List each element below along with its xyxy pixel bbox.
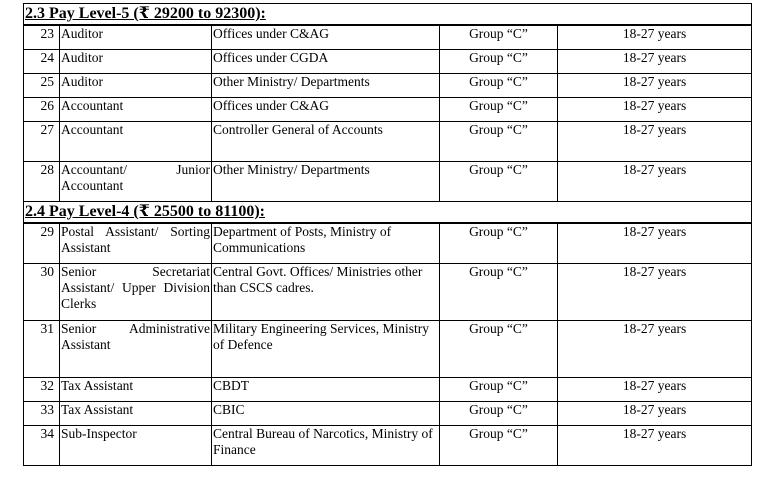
age-limit: 18-27 years xyxy=(558,264,752,321)
serial-number: 32 xyxy=(24,378,60,402)
serial-number: 29 xyxy=(24,223,60,264)
serial-number: 33 xyxy=(24,402,60,426)
post-name: Postal Assistant/ Sorting Assistant xyxy=(60,223,212,264)
table-row xyxy=(24,264,752,321)
office-name: CBDT xyxy=(212,378,440,402)
group-classification: Group “C” xyxy=(440,264,558,321)
office-name: Offices under CGDA xyxy=(212,50,440,74)
table-row xyxy=(24,426,752,466)
post-name: Accountant xyxy=(60,122,212,162)
office-name: Offices under C&AG xyxy=(212,25,440,50)
table-row xyxy=(24,98,752,122)
office-name: Other Ministry/ Departments xyxy=(212,74,440,98)
serial-number: 31 xyxy=(24,321,60,378)
table-row xyxy=(24,402,752,426)
section-heading-row xyxy=(24,4,752,26)
office-name: Controller General of Accounts xyxy=(212,122,440,162)
serial-number: 27 xyxy=(24,122,60,162)
group-classification: Group “C” xyxy=(440,402,558,426)
group-classification: Group “C” xyxy=(440,223,558,264)
group-classification: Group “C” xyxy=(440,122,558,162)
group-classification: Group “C” xyxy=(440,378,558,402)
section-heading-pay-level-4: 2.4 Pay Level-4 (₹ 25500 to 81100): xyxy=(24,202,752,224)
table-row xyxy=(24,122,752,162)
post-name: Tax Assistant xyxy=(60,402,212,426)
post-name: Accountant/ Junior Accountant xyxy=(60,162,212,202)
office-name: Other Ministry/ Departments xyxy=(212,162,440,202)
group-classification: Group “C” xyxy=(440,25,558,50)
group-classification: Group “C” xyxy=(440,426,558,466)
serial-number: 28 xyxy=(24,162,60,202)
table-row xyxy=(24,25,752,50)
age-limit: 18-27 years xyxy=(558,402,752,426)
serial-number: 30 xyxy=(24,264,60,321)
post-name: Auditor xyxy=(60,25,212,50)
group-classification: Group “C” xyxy=(440,74,558,98)
table-row xyxy=(24,162,752,202)
post-name: Senior Administrative Assistant xyxy=(60,321,212,378)
table-row xyxy=(24,321,752,378)
section-heading-row xyxy=(24,202,752,224)
office-name: Military Engineering Services, Ministry of Defence xyxy=(212,321,440,378)
post-name: Auditor xyxy=(60,74,212,98)
office-name: Central Govt. Offices/ Ministries other than CSCS cadres. xyxy=(212,264,440,321)
serial-number: 34 xyxy=(24,426,60,466)
table-row xyxy=(24,74,752,98)
office-name: CBIC xyxy=(212,402,440,426)
serial-number: 23 xyxy=(24,25,60,50)
group-classification: Group “C” xyxy=(440,162,558,202)
age-limit: 18-27 years xyxy=(558,122,752,162)
age-limit: 18-27 years xyxy=(558,25,752,50)
table-row xyxy=(24,223,752,264)
table-row xyxy=(24,378,752,402)
age-limit: 18-27 years xyxy=(558,426,752,466)
post-name: Senior Secretariat Assistant/ Upper Division Clerks xyxy=(60,264,212,321)
group-classification: Group “C” xyxy=(440,98,558,122)
post-name: Sub-Inspector xyxy=(60,426,212,466)
office-name: Central Bureau of Narcotics, Ministry of Finance xyxy=(212,426,440,466)
age-limit: 18-27 years xyxy=(558,378,752,402)
age-limit: 18-27 years xyxy=(558,321,752,378)
posts-table xyxy=(23,3,752,466)
post-name: Auditor xyxy=(60,50,212,74)
post-name: Tax Assistant xyxy=(60,378,212,402)
table-row xyxy=(24,50,752,74)
serial-number: 24 xyxy=(24,50,60,74)
group-classification: Group “C” xyxy=(440,321,558,378)
section-heading-pay-level-5: 2.3 Pay Level-5 (₹ 29200 to 92300): xyxy=(24,4,752,26)
age-limit: 18-27 years xyxy=(558,98,752,122)
age-limit: 18-27 years xyxy=(558,223,752,264)
office-name: Offices under C&AG xyxy=(212,98,440,122)
post-name: Accountant xyxy=(60,98,212,122)
age-limit: 18-27 years xyxy=(558,162,752,202)
office-name: Department of Posts, Ministry of Communications xyxy=(212,223,440,264)
age-limit: 18-27 years xyxy=(558,50,752,74)
age-limit: 18-27 years xyxy=(558,74,752,98)
serial-number: 25 xyxy=(24,74,60,98)
posts-document xyxy=(23,3,751,466)
group-classification: Group “C” xyxy=(440,50,558,74)
serial-number: 26 xyxy=(24,98,60,122)
